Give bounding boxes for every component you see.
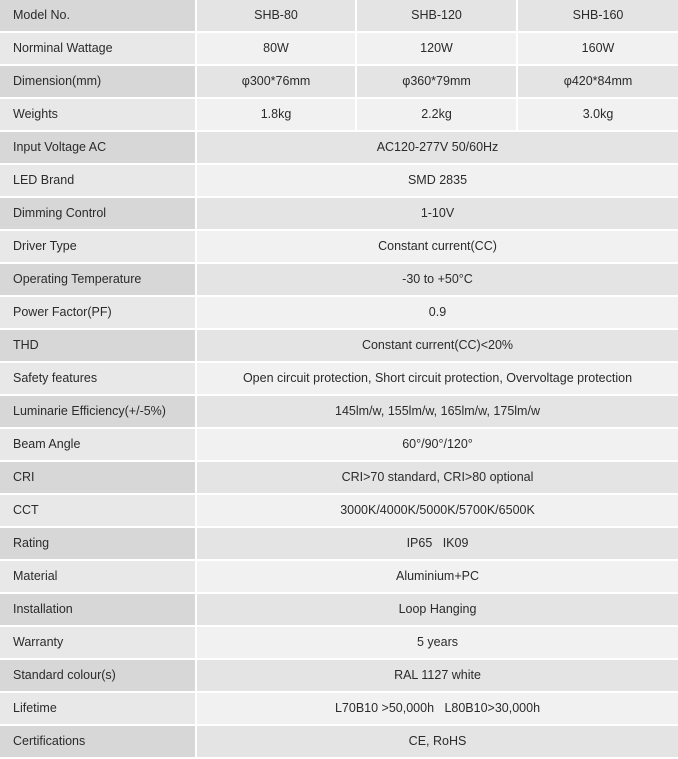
row-label: Rating — [0, 528, 197, 561]
cell-value: 80W — [197, 33, 357, 66]
cell-value: φ360*79mm — [357, 66, 518, 99]
row-label: Material — [0, 561, 197, 594]
cell-value: Constant current(CC)<20% — [197, 330, 678, 363]
cell-value: SHB-160 — [518, 0, 678, 33]
cell-value: φ300*76mm — [197, 66, 357, 99]
cell-value: SHB-80 — [197, 0, 357, 33]
cell-value: 120W — [357, 33, 518, 66]
table-row — [0, 528, 678, 561]
table-row — [0, 363, 678, 396]
table-row — [0, 462, 678, 495]
cell-value: AC120-277V 50/60Hz — [197, 132, 678, 165]
row-label: Lifetime — [0, 693, 197, 726]
cell-value: 3000K/4000K/5000K/5700K/6500K — [197, 495, 678, 528]
cell-value: CRI>70 standard, CRI>80 optional — [197, 462, 678, 495]
cell-value: 2.2kg — [357, 99, 518, 132]
table-row — [0, 660, 678, 693]
table-row — [0, 33, 678, 66]
row-label: THD — [0, 330, 197, 363]
row-label: Weights — [0, 99, 197, 132]
cell-value: 160W — [518, 33, 678, 66]
row-label: Power Factor(PF) — [0, 297, 197, 330]
row-label: Operating Temperature — [0, 264, 197, 297]
row-label: CRI — [0, 462, 197, 495]
row-label: Input Voltage AC — [0, 132, 197, 165]
row-label: Safety features — [0, 363, 197, 396]
cell-value: 145lm/w, 155lm/w, 165lm/w, 175lm/w — [197, 396, 678, 429]
row-label: Certifications — [0, 726, 197, 759]
table-row — [0, 726, 678, 759]
row-label: Warranty — [0, 627, 197, 660]
cell-value: -30 to +50°C — [197, 264, 678, 297]
row-label: Dimension(mm) — [0, 66, 197, 99]
row-label: Model No. — [0, 0, 197, 33]
row-label: Installation — [0, 594, 197, 627]
table-row — [0, 396, 678, 429]
row-label: Beam Angle — [0, 429, 197, 462]
table-row — [0, 561, 678, 594]
row-label: Norminal Wattage — [0, 33, 197, 66]
cell-value: Aluminium+PC — [197, 561, 678, 594]
table-row — [0, 495, 678, 528]
row-label: LED Brand — [0, 165, 197, 198]
cell-value: 3.0kg — [518, 99, 678, 132]
cell-value: 1.8kg — [197, 99, 357, 132]
table-row — [0, 693, 678, 726]
table-row — [0, 66, 678, 99]
row-label: CCT — [0, 495, 197, 528]
cell-value: RAL 1127 white — [197, 660, 678, 693]
cell-value: 5 years — [197, 627, 678, 660]
table-row — [0, 99, 678, 132]
cell-value: 1-10V — [197, 198, 678, 231]
table-row — [0, 297, 678, 330]
cell-value: SMD 2835 — [197, 165, 678, 198]
cell-value: φ420*84mm — [518, 66, 678, 99]
row-label: Luminarie Efficiency(+/-5%) — [0, 396, 197, 429]
cell-value: 0.9 — [197, 297, 678, 330]
table-row — [0, 594, 678, 627]
cell-value: Open circuit protection, Short circuit protection, Overvoltage protection — [197, 363, 678, 396]
table-row — [0, 0, 678, 33]
table-row — [0, 264, 678, 297]
table-row — [0, 165, 678, 198]
cell-value: Loop Hanging — [197, 594, 678, 627]
cell-value: CE, RoHS — [197, 726, 678, 759]
table-row — [0, 132, 678, 165]
table-row — [0, 231, 678, 264]
cell-value: L70B10 >50,000h L80B10>30,000h — [197, 693, 678, 726]
table-row — [0, 429, 678, 462]
cell-value: Constant current(CC) — [197, 231, 678, 264]
row-label: Standard colour(s) — [0, 660, 197, 693]
cell-value: 60°/90°/120° — [197, 429, 678, 462]
row-label: Driver Type — [0, 231, 197, 264]
table-row — [0, 627, 678, 660]
table-row — [0, 198, 678, 231]
row-label: Dimming Control — [0, 198, 197, 231]
cell-value: IP65 IK09 — [197, 528, 678, 561]
cell-value: SHB-120 — [357, 0, 518, 33]
table-row — [0, 330, 678, 363]
